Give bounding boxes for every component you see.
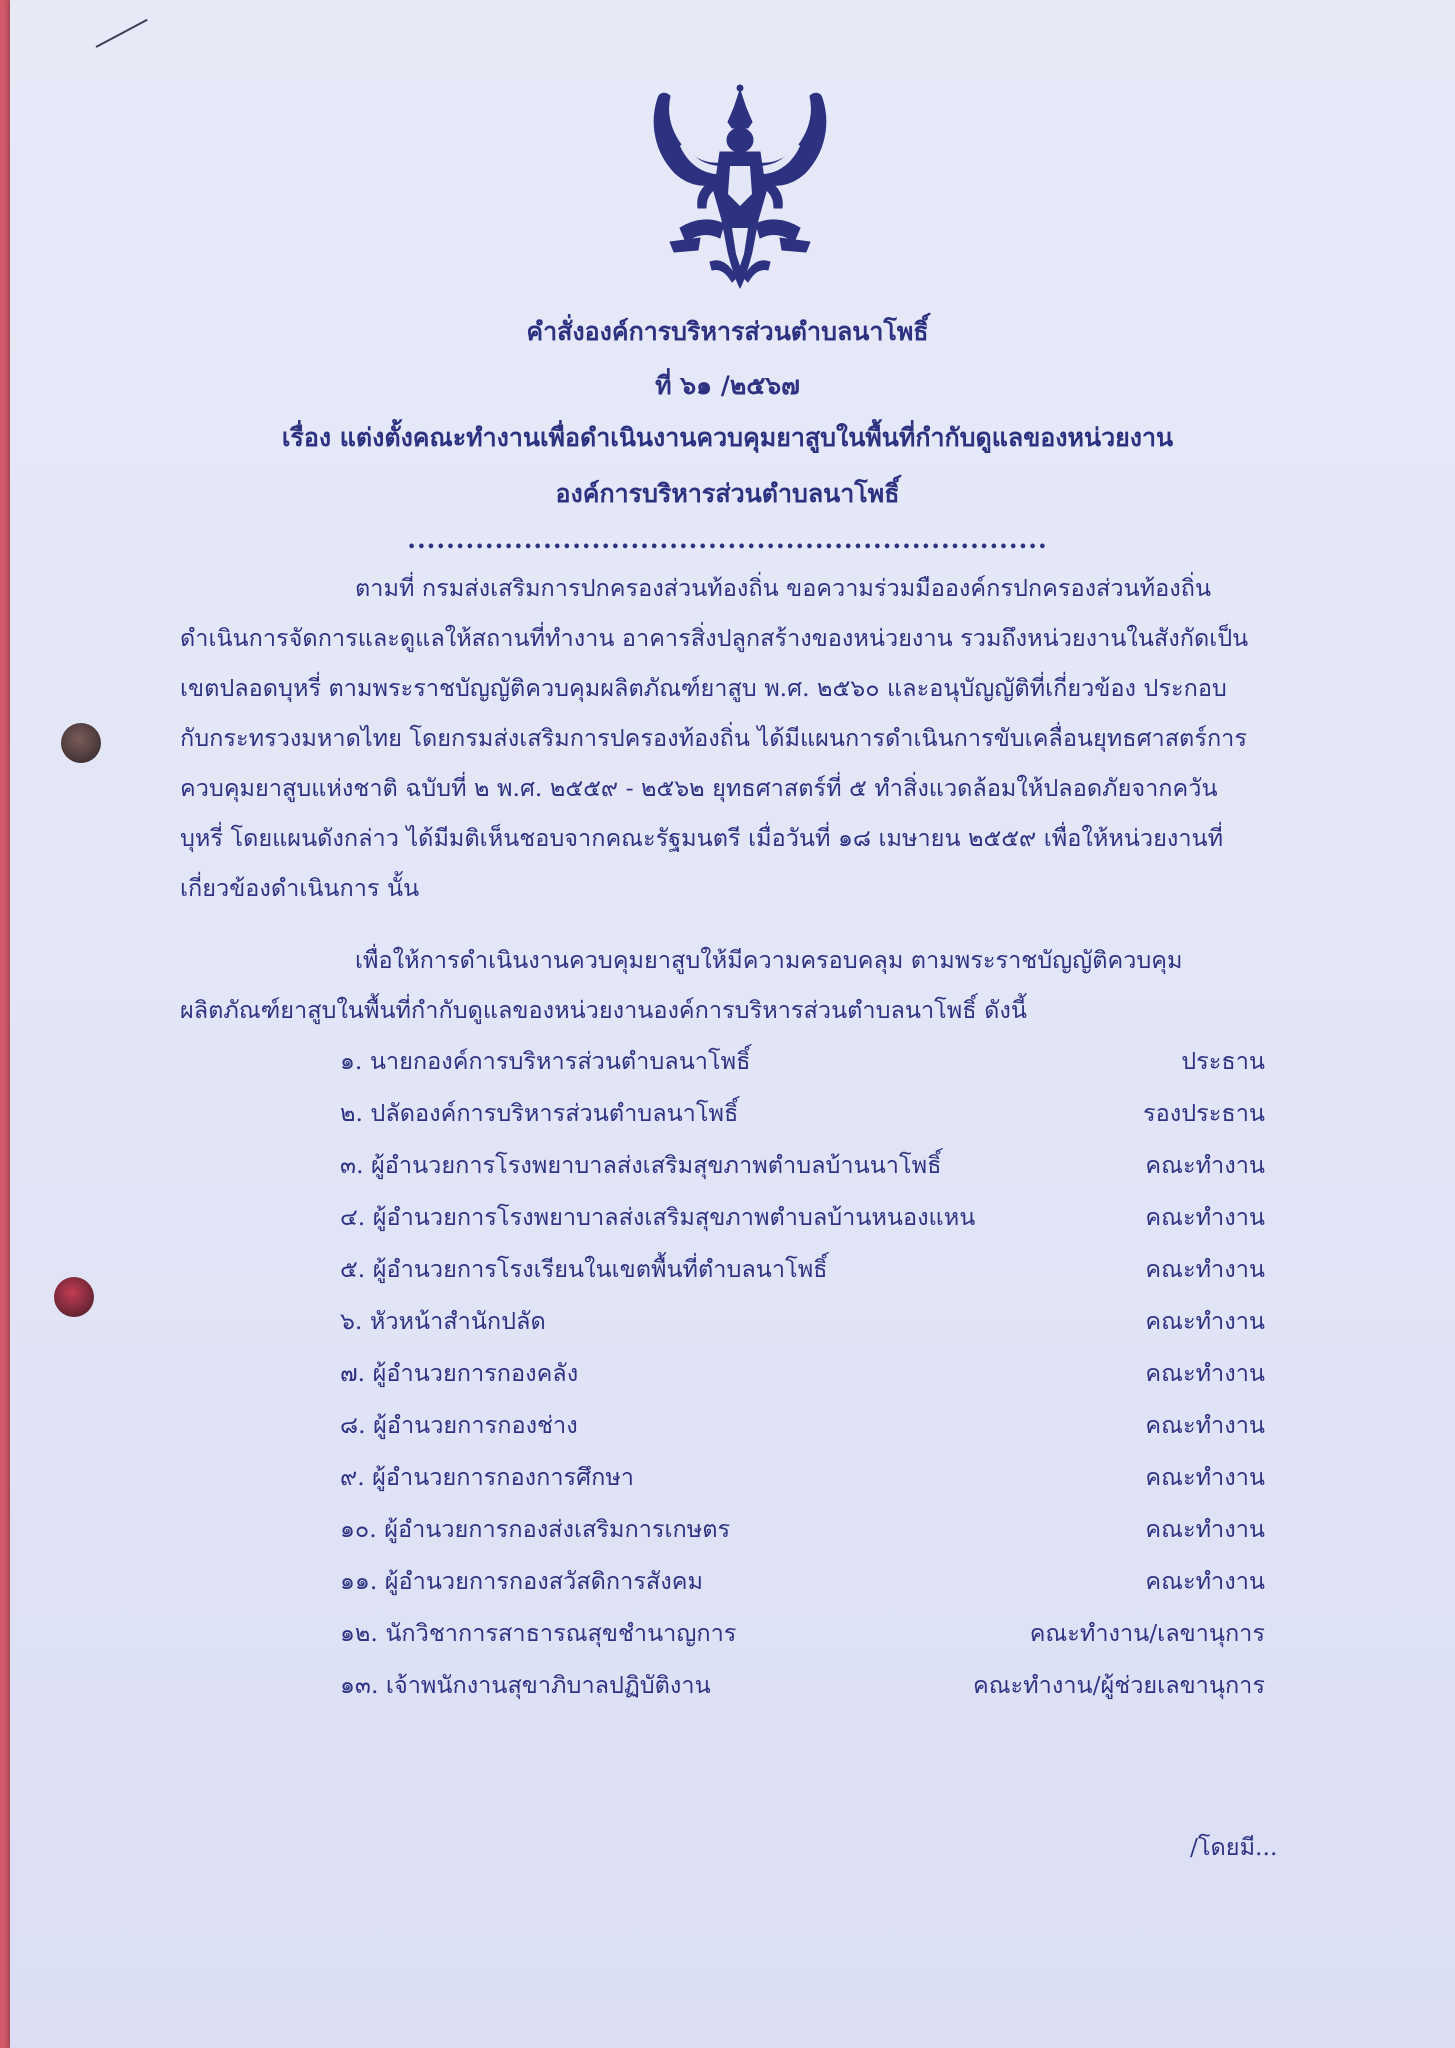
punch-hole-top <box>61 723 101 763</box>
subject-line-1: เรื่อง แต่งตั้งคณะทำงานเพื่อดำเนินงานควบคุมยาสูบในพื้นที่กำกับดูแลของหน่วยงาน <box>281 423 1174 452</box>
member-role: คณะทำงาน <box>1145 1463 1265 1491</box>
garuda-emblem-icon <box>640 82 840 294</box>
member-row <box>340 1043 1265 1079</box>
member-label: ๑๒. นักวิชาการสาธารณสุขชำนาญการ <box>340 1619 737 1647</box>
member-role: คณะทำงาน <box>1145 1255 1265 1283</box>
paragraph-1-line: บุหรี่ โดยแผนดังกล่าว ได้มีมติเห็นชอบจากคณะรัฐมนตรี เมื่อวันที่ ๑๘ เมษายน ๒๕๕๙ เพื่อให้หน่วยงานที่ <box>180 824 1224 852</box>
member-label: ๘. ผู้อำนวยการกองช่าง <box>340 1411 578 1439</box>
member-row <box>340 1251 1265 1287</box>
member-label: ๖. หัวหน้าสำนักปลัด <box>340 1307 546 1335</box>
member-row <box>340 1303 1265 1339</box>
member-row <box>340 1147 1265 1183</box>
member-role: คณะทำงาน <box>1145 1307 1265 1335</box>
document-title: คำสั่งองค์การบริหารส่วนตำบลนาโพธิ์ <box>526 317 929 346</box>
member-role: คณะทำงาน <box>1145 1567 1265 1595</box>
member-row <box>340 1511 1265 1547</box>
member-label: ๔. ผู้อำนวยการโรงพยาบาลส่งเสริมสุขภาพตำบลบ้านหนองแหน <box>340 1203 976 1231</box>
subject-line-2: องค์การบริหารส่วนตำบลนาโพธิ์ <box>555 479 900 508</box>
paragraph-1-line: ตามที่ กรมส่งเสริมการปกครองส่วนท้องถิ่น ขอความร่วมมือองค์กรปกครองส่วนท้องถิ่น <box>355 574 1212 602</box>
member-label: ๗. ผู้อำนวยการกองคลัง <box>340 1359 579 1387</box>
paragraph-1-line: เกี่ยวข้องดำเนินการ นั้น <box>180 874 420 902</box>
member-role: ประธาน <box>1181 1047 1265 1075</box>
member-label: ๑๑. ผู้อำนวยการกองสวัสดิการสังคม <box>340 1567 703 1595</box>
member-row <box>340 1199 1265 1235</box>
member-role: คณะทำงาน <box>1145 1151 1265 1179</box>
member-label: ๕. ผู้อำนวยการโรงเรียนในเขตพื้นที่ตำบลนาโพธิ์ <box>340 1255 828 1283</box>
paragraph-1-line: ดำเนินการจัดการและดูแลให้สถานที่ทำงาน อาคารสิ่งปลูกสร้างของหน่วยงาน รวมถึงหน่วยงานในสังกัดเป็น <box>180 624 1249 652</box>
member-role: คณะทำงาน <box>1145 1359 1265 1387</box>
punch-hole-bottom <box>54 1277 94 1317</box>
member-row <box>340 1095 1265 1131</box>
paragraph-1-line: กับกระทรวงมหาดไทย โดยกรมส่งเสริมการปครองท้องถิ่น ได้มีแผนการดำเนินการขับเคลื่อนยุทธศาสตร์การ <box>180 724 1247 752</box>
order-number: ที่ ๖๑ /๒๕๖๗ <box>655 371 800 400</box>
member-role: รองประธาน <box>1143 1099 1265 1127</box>
member-role: คณะทำงาน <box>1145 1411 1265 1439</box>
member-label: ๒. ปลัดองค์การบริหารส่วนตำบลนาโพธิ์ <box>340 1099 739 1127</box>
member-role: คณะทำงาน/ผู้ช่วยเลขานุการ <box>973 1671 1265 1699</box>
member-label: ๙. ผู้อำนวยการกองการศึกษา <box>340 1463 635 1491</box>
pen-mark <box>96 19 148 48</box>
member-row <box>340 1667 1265 1703</box>
member-row <box>340 1563 1265 1599</box>
member-role: คณะทำงาน/เลขานุการ <box>1029 1619 1265 1647</box>
member-row <box>340 1407 1265 1443</box>
paragraph-2-line: ผลิตภัณฑ์ยาสูบในพื้นที่กำกับดูแลของหน่วยงานองค์การบริหารส่วนตำบลนาโพธิ์ ดังนี้ <box>180 996 1027 1024</box>
paragraph-2 <box>180 942 1280 1032</box>
continuation-note: /โดยมี... <box>1190 1833 1278 1861</box>
member-label: ๑. นายกองค์การบริหารส่วนตำบลนาโพธิ์ <box>340 1047 751 1075</box>
member-role: คณะทำงาน <box>1145 1203 1265 1231</box>
paragraph-1-line: ควบคุมยาสูบแห่งชาติ ฉบับที่ ๒ พ.ศ. ๒๕๕๙ - ๒๕๖๒ ยุทธศาสตร์ที่ ๕ ทำสิ่งแวดล้อมให้ปลอดภัยจากควัน <box>180 774 1218 802</box>
member-row <box>340 1615 1265 1651</box>
member-role: คณะทำงาน <box>1145 1515 1265 1543</box>
paragraph-1 <box>180 570 1280 930</box>
member-label: ๑๓. เจ้าพนักงานสุขาภิบาลปฏิบัติงาน <box>340 1671 711 1699</box>
member-label: ๓. ผู้อำนวยการโรงพยาบาลส่งเสริมสุขภาพตำบลบ้านนาโพธิ์ <box>340 1151 942 1179</box>
member-row <box>340 1355 1265 1391</box>
divider-dots: .................................................................. <box>407 525 1048 554</box>
paragraph-2-line: เพื่อให้การดำเนินงานควบคุมยาสูบให้มีความครอบคลุม ตามพระราชบัญญัติควบคุม <box>355 946 1183 974</box>
paragraph-1-line: เขตปลอดบุหรี่ ตามพระราชบัญญัติควบคุมผลิตภัณฑ์ยาสูบ พ.ศ. ๒๕๖๐ และอนุบัญญัติที่เกี่ยวข้อง ประกอบ <box>180 674 1227 702</box>
member-row <box>340 1459 1265 1495</box>
member-label: ๑๐. ผู้อำนวยการกองส่งเสริมการเกษตร <box>340 1515 731 1543</box>
